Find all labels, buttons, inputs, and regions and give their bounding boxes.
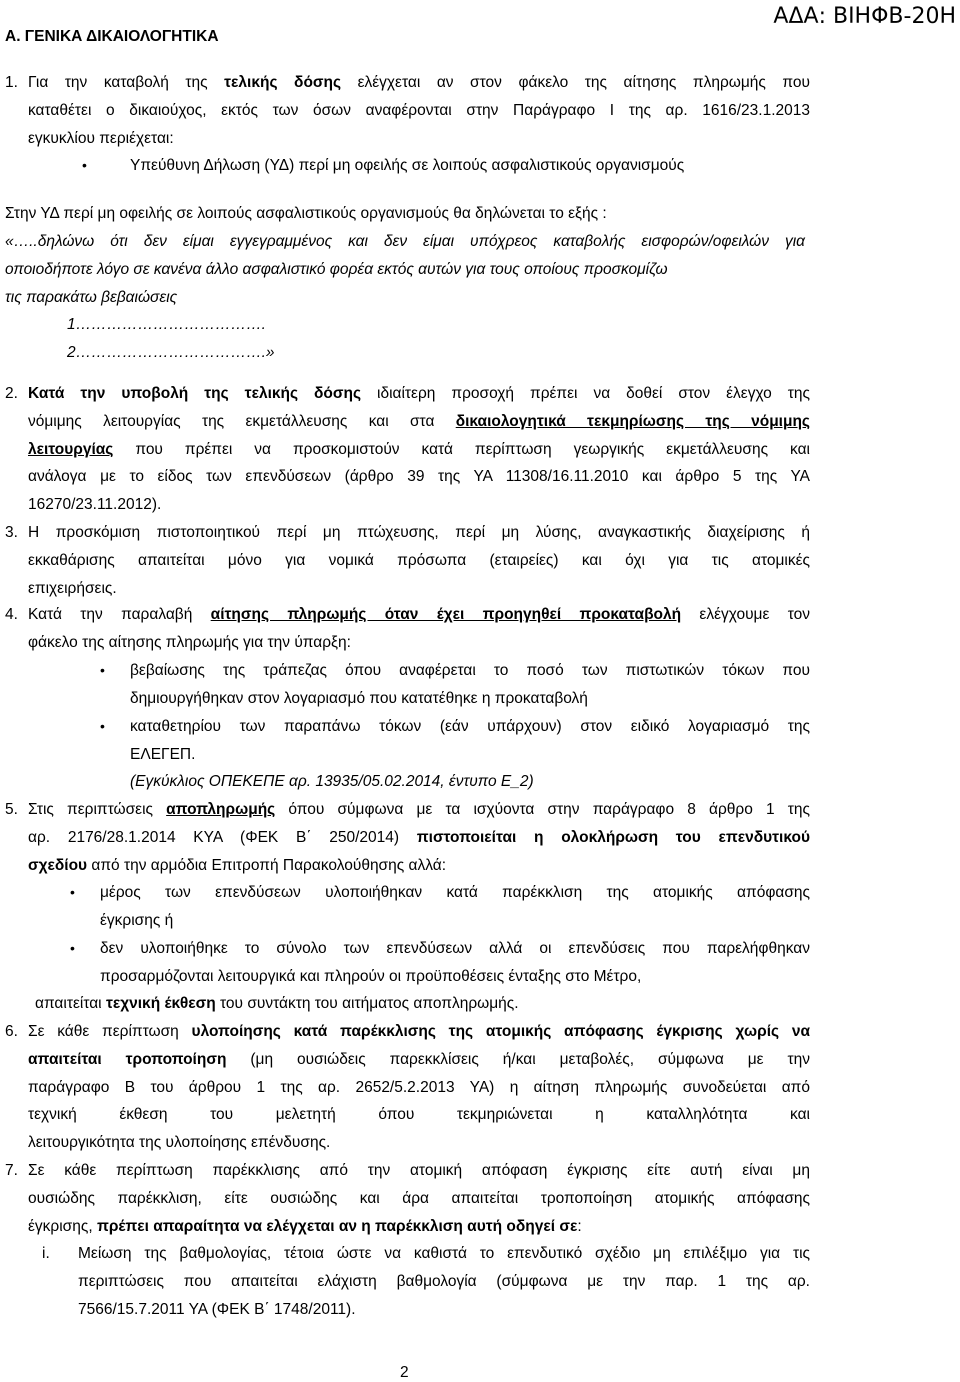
item-3-text: Η προσκόμιση πιστοποιητικού περί μη πτώχευσης, περί μη λύσης, αναγκαστικής διαχείρισης ή εκκαθάρισης απαιτείται μόνο για νομικά πρόσωπα (εταιρείες) και όχι για τις ατομικές επιχειρήσεις. bbox=[28, 524, 810, 597]
item-5-conclusion: απαιτείται τεχνική έκθεση του συντάκτη του αιτήματος αποπληρωμής. bbox=[35, 995, 519, 1012]
item-number-3: 3. bbox=[5, 524, 18, 541]
bullet-icon: • bbox=[100, 662, 105, 678]
item-6-text: Σε κάθε περίπτωση υλοποίησης κατά παρέκκλισης της ατομικής απόφασης έγκρισης χωρίς να απαιτείται τροποποίηση (μη ουσιώδεις παρεκκλίσεις ή/και μεταβολές, σύμφωνα με την παράγραφο Β του άρθρου 1 της αρ. 2652/5.2.2013 ΥΑ) η αίτηση πληρωμής συνοδεύεται από τεχνική έκθεση του μελετητή όπου τεκμηριώνεται η καταλληλότητα και λειτουργικότητα της υλοποίησης επένδυσης. bbox=[28, 1023, 810, 1152]
page-number: 2 bbox=[400, 1364, 409, 1381]
section-heading: Α. ΓΕΝΙΚΑ ΔΙΚΑΙΟΛΟΓΗΤΙΚΑ bbox=[5, 28, 219, 45]
item-1-text: Για την καταβολή της τελικής δόσης ελέγχεται αν στον φάκελο της αίτησης πληρωμής που καταθέτει ο δικαιούχος, εκτός των όσων αναφέρονται στην Παράγραφο Ι της αρ. 1616/23.1.2013 εγκυκλίου περιέχεται: bbox=[28, 74, 810, 147]
subitem-number-i: i. bbox=[42, 1245, 50, 1262]
item-4-text: Κατά την παραλαβή αίτησης πληρωμής όταν έχει προηγηθεί προκαταβολή ελέγχουμε τον φάκελο της αίτησης πληρωμής για την ύπαρξη: bbox=[28, 606, 810, 651]
ada-code: ΑΔΑ: ΒΙΗΦΒ-20Η bbox=[773, 4, 956, 29]
bullet-icon: • bbox=[100, 718, 105, 734]
item-4-bullet-2: καταθετηρίου των παραπάνω τόκων (εάν υπάρχουν) στον ειδικό λογαριασμό της ΕΛΕΓΕΠ. bbox=[130, 718, 810, 763]
item-7-text: Σε κάθε περίπτωση παρέκκλισης από την ατομική απόφαση έγκρισης είτε αυτή είναι μη ουσιώδης παρέκκλιση, είτε ουσιώδης και άρα απαιτείται τροποποίηση ατομικής απόφασης έγκρισης, πρέπει απαραίτητα να ελέγχεται αν η παρέκκλιση αυτή οδηγεί σε: bbox=[28, 1162, 810, 1235]
item-number-6: 6. bbox=[5, 1023, 18, 1040]
item-4-bullet-1: βεβαίωσης της τράπεζας όπου αναφέρεται το ποσό των πιστωτικών τόκων που δημιουργήθηκαν στον λογαριασμό που κατατέθηκε η προκαταβολή bbox=[130, 662, 810, 707]
item-1-bullet: Υπεύθυνη Δήλωση (ΥΔ) περί μη οφειλής σε λοιπούς ασφαλιστικούς οργανισμούς bbox=[130, 157, 685, 174]
item-5-bullet-1: μέρος των επενδύσεων υλοποιήθηκαν κατά παρέκκλιση της ατομικής απόφασης έγκρισης ή bbox=[100, 884, 810, 929]
item-2-text: Κατά την υποβολή της τελικής δόσης ιδιαίτερη προσοχή πρέπει να δοθεί στον έλεγχο της νόμιμης λειτουργίας της εκμετάλλευσης και στα δικαιολογητικά τεκμηρίωσης της νόμιμης λειτουργίας που πρέπει να προσκομιστούν κατά περίπτωση γεωργικής εκμετάλλευσης και ανάλογα με το είδος των επενδύσεων (άρθρο 39 της ΥΑ 11308/16.11.2010 και άρθρο 5 της ΥΑ 16270/23.11.2012). bbox=[28, 385, 810, 514]
declaration-intro: Στην ΥΔ περί μη οφειλής σε λοιπούς ασφαλιστικούς οργανισμούς θα δηλώνεται το εξής : bbox=[5, 205, 607, 222]
item-4-reference: (Εγκύκλιος ΟΠΕΚΕΠΕ αρ. 13935/05.02.2014, έντυπο Ε_2) bbox=[130, 773, 534, 790]
item-5-bullet-2: δεν υλοποιήθηκε το σύνολο των επενδύσεων αλλά οι επενδύσεις που παρελήφθηκαν προσαρμόζονται λειτουργικά και πληρούν οι προϋποθέσεις ένταξης στο Μέτρο, bbox=[100, 940, 810, 985]
item-number-4: 4. bbox=[5, 606, 18, 623]
bullet-icon: • bbox=[70, 940, 75, 956]
item-number-7: 7. bbox=[5, 1162, 18, 1179]
item-number-2: 2. bbox=[5, 385, 18, 402]
bullet-icon: • bbox=[70, 884, 75, 900]
bullet-icon: • bbox=[82, 157, 87, 173]
item-number-1: 1. bbox=[5, 74, 18, 91]
item-7-subitem-i: Μείωση της βαθμολογίας, τέτοια ώστε να καθιστά το επενδυτικό σχέδιο μη επιλέξιμο για τις περιπτώσεις που απαιτείται ελάχιστη βαθμολογία (σύμφωνα με την παρ. 1 της αρ. 7566/15.7.2011 ΥΑ (ΦΕΚ Β΄ 1748/2011). bbox=[78, 1245, 810, 1318]
declaration-quote: «…..δηλώνω ότι δεν είμαι εγγεγραμμένος και δεν είμαι υπόχρεος καταβολής εισφορών/οφειλών για οποιοδήποτε λόγο σε κανένα άλλο ασφαλιστικό φορέα εκτός αυτών για τους οποίους προσκομίζω τις παρακάτω βεβαιώσεις 1………………………………. 2……………………………….» bbox=[5, 233, 805, 362]
item-number-5: 5. bbox=[5, 801, 18, 818]
item-5-text: Στις περιπτώσεις αποπληρωμής όπου σύμφωνα με τα ισχύοντα στην παράγραφο 8 άρθρο 1 της αρ. 2176/28.1.2014 ΚΥΑ (ΦΕΚ Β΄ 250/2014) πιστοποιείται η ολοκλήρωση του επενδυτικού σχεδίου από την αρμόδια Επιτροπή Παρακολούθησης αλλά: bbox=[28, 801, 810, 874]
